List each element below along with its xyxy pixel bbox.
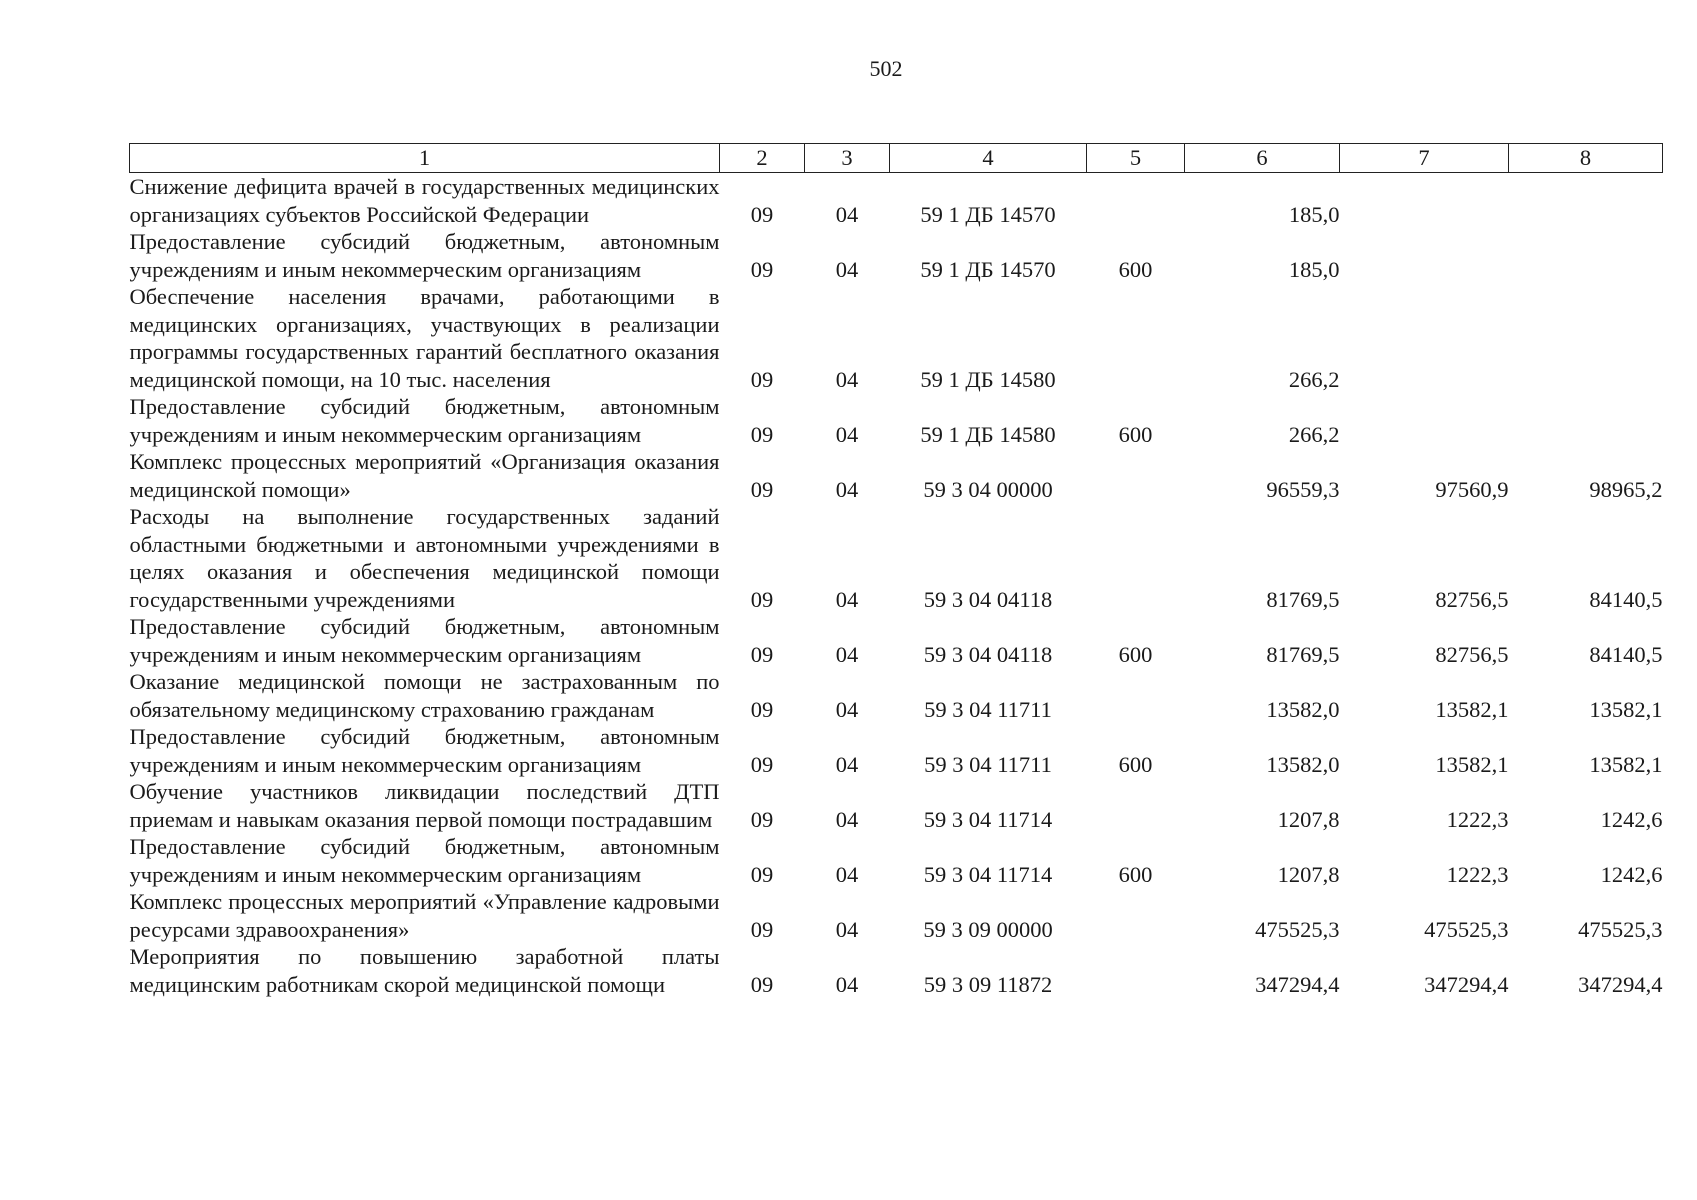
- cell-c6: 1207,8: [1277, 806, 1340, 832]
- table-row: [130, 943, 1663, 998]
- cell-c6: 1207,8: [1277, 861, 1340, 887]
- cell-c7: 475525,3: [1424, 916, 1509, 942]
- cell-c7: 13582,1: [1435, 751, 1509, 777]
- cell-c2: 09: [750, 641, 774, 667]
- row-description: Снижение дефицита врачей в государственных медицинских организациях субъектов Российской Федерации: [129, 174, 720, 227]
- cell-c2: 09: [750, 256, 774, 282]
- row-description: Мероприятия по повышению заработной платы медицинским работникам скорой медицинской помощи: [129, 944, 720, 997]
- table-row: [130, 503, 1663, 613]
- cell-c3: 04: [835, 861, 859, 887]
- cell-c4: 59 1 ДБ 14580: [920, 366, 1056, 392]
- cell-c3: 04: [835, 806, 859, 832]
- cell-c2: 09: [750, 806, 774, 832]
- cell-c6: 266,2: [1288, 366, 1340, 392]
- cell-c3: 04: [835, 696, 859, 722]
- cell-c2: 09: [750, 696, 774, 722]
- cell-c3: 04: [835, 421, 859, 447]
- cell-c2: 09: [750, 201, 774, 227]
- cell-c8: 13582,1: [1589, 696, 1663, 722]
- cell-c7: 1222,3: [1446, 861, 1509, 887]
- header-cell: 6: [1185, 144, 1340, 173]
- cell-c2: 09: [750, 421, 774, 447]
- header-cell: 7: [1340, 144, 1509, 173]
- cell-c2: 09: [750, 366, 774, 392]
- cell-c6: 185,0: [1288, 256, 1340, 282]
- cell-c5: 600: [1118, 641, 1153, 667]
- page-number: 502: [869, 56, 903, 81]
- table-row: [130, 283, 1663, 393]
- cell-c4: 59 1 ДБ 14570: [920, 256, 1056, 282]
- cell-c4: 59 1 ДБ 14580: [920, 421, 1056, 447]
- cell-c2: 09: [750, 971, 774, 997]
- cell-c7: [1340, 283, 1509, 393]
- row-description: Комплекс процессных мероприятий «Управление кадровыми ресурсами здравоохранения»: [129, 889, 720, 942]
- header-cell: 3: [805, 144, 890, 173]
- header-cell: 8: [1509, 144, 1663, 173]
- cell-c4: 59 3 09 00000: [923, 916, 1053, 942]
- cell-c3: 04: [835, 476, 859, 502]
- row-description: Комплекс процессных мероприятий «Организация оказания медицинской помощи»: [129, 449, 720, 502]
- cell-c5: 600: [1118, 861, 1153, 887]
- header-cell: 4: [890, 144, 1087, 173]
- cell-c8: 1242,6: [1600, 806, 1663, 832]
- table-row: [130, 228, 1663, 283]
- cell-c7: 82756,5: [1435, 586, 1509, 612]
- table-row: [130, 778, 1663, 833]
- row-description: Обеспечение населения врачами, работающими в медицинских организациях, участвующих в реализации программы государственных гарантий бесплатного оказания медицинской помощи, на 10 тыс. населения: [129, 284, 720, 392]
- row-description: Обучение участников ликвидации последствий ДТП приемам и навыкам оказания первой помощи пострадавшим: [129, 779, 720, 832]
- cell-c2: 09: [750, 586, 774, 612]
- cell-c8: 1242,6: [1600, 861, 1663, 887]
- cell-c8: 475525,3: [1578, 916, 1663, 942]
- cell-c5: [1087, 668, 1185, 723]
- cell-c7: [1340, 393, 1509, 448]
- cell-c8: [1509, 173, 1663, 229]
- cell-c4: 59 3 04 11714: [923, 861, 1053, 887]
- cell-c4: 59 3 04 00000: [923, 476, 1053, 502]
- cell-c5: [1087, 943, 1185, 998]
- cell-c5: 600: [1118, 421, 1153, 447]
- row-description: Предоставление субсидий бюджетным, автономным учреждениям и иным некоммерческим организациям: [129, 614, 720, 667]
- cell-c6: 13582,0: [1266, 696, 1340, 722]
- cell-c2: 09: [750, 861, 774, 887]
- cell-c3: 04: [835, 366, 859, 392]
- cell-c4: 59 3 04 11711: [924, 751, 1052, 777]
- header-cell: 1: [130, 144, 720, 173]
- cell-c4: 59 3 04 04118: [923, 586, 1053, 612]
- cell-c3: 04: [835, 201, 859, 227]
- budget-table: [129, 143, 1663, 998]
- row-description: Предоставление субсидий бюджетным, автономным учреждениям и иным некоммерческим организациям: [129, 394, 720, 447]
- cell-c3: 04: [835, 256, 859, 282]
- table-row: [130, 393, 1663, 448]
- cell-c7: [1340, 173, 1509, 229]
- table-row: [130, 888, 1663, 943]
- cell-c3: 04: [835, 586, 859, 612]
- cell-c2: 09: [750, 476, 774, 502]
- cell-c8: 347294,4: [1578, 971, 1663, 997]
- cell-c6: 81769,5: [1266, 586, 1340, 612]
- cell-c7: [1340, 228, 1509, 283]
- table-row: [130, 723, 1663, 778]
- cell-c5: [1087, 448, 1185, 503]
- cell-c6: 185,0: [1288, 201, 1340, 227]
- header-row: [130, 144, 1663, 173]
- row-description: Предоставление субсидий бюджетным, автономным учреждениям и иным некоммерческим организациям: [129, 229, 720, 282]
- cell-c2: 09: [750, 916, 774, 942]
- cell-c3: 04: [835, 971, 859, 997]
- cell-c8: 98965,2: [1589, 476, 1663, 502]
- row-description: Расходы на выполнение государственных заданий областными бюджетными и автономными учреждениями в целях оказания и обеспечения медицинской помощи государственными учреждениями: [129, 504, 720, 612]
- table-row: [130, 668, 1663, 723]
- cell-c7: 1222,3: [1446, 806, 1509, 832]
- cell-c4: 59 3 04 04118: [923, 641, 1053, 667]
- cell-c4: 59 3 09 11872: [923, 971, 1053, 997]
- cell-c5: [1087, 283, 1185, 393]
- cell-c7: 82756,5: [1435, 641, 1509, 667]
- cell-c4: 59 3 04 11714: [923, 806, 1053, 832]
- cell-c6: 96559,3: [1266, 476, 1340, 502]
- table-row: [130, 833, 1663, 888]
- cell-c5: 600: [1118, 256, 1153, 282]
- row-description: Предоставление субсидий бюджетным, автономным учреждениям и иным некоммерческим организациям: [129, 724, 720, 777]
- cell-c5: [1087, 503, 1185, 613]
- cell-c3: 04: [835, 751, 859, 777]
- cell-c5: 600: [1118, 751, 1153, 777]
- cell-c3: 04: [835, 916, 859, 942]
- cell-c8: 84140,5: [1589, 641, 1663, 667]
- cell-c8: [1509, 228, 1663, 283]
- cell-c4: 59 3 04 11711: [924, 696, 1052, 722]
- row-description: Предоставление субсидий бюджетным, автономным учреждениям и иным некоммерческим организациям: [129, 834, 720, 887]
- cell-c5: [1087, 778, 1185, 833]
- cell-c8: 84140,5: [1589, 586, 1663, 612]
- row-description: Оказание медицинской помощи не застрахованным по обязательному медицинскому страхованию гражданам: [129, 669, 720, 722]
- header-cell: 5: [1087, 144, 1185, 173]
- table-row: [130, 173, 1663, 229]
- cell-c8: [1509, 393, 1663, 448]
- cell-c4: 59 1 ДБ 14570: [920, 201, 1056, 227]
- cell-c3: 04: [835, 641, 859, 667]
- cell-c6: 81769,5: [1266, 641, 1340, 667]
- table-row: [130, 448, 1663, 503]
- cell-c7: 347294,4: [1424, 971, 1509, 997]
- cell-c8: 13582,1: [1589, 751, 1663, 777]
- cell-c6: 266,2: [1288, 421, 1340, 447]
- cell-c6: 347294,4: [1255, 971, 1340, 997]
- cell-c7: 97560,9: [1435, 476, 1509, 502]
- cell-c6: 475525,3: [1255, 916, 1340, 942]
- cell-c7: 13582,1: [1435, 696, 1509, 722]
- cell-c5: [1087, 173, 1185, 229]
- cell-c6: 13582,0: [1266, 751, 1340, 777]
- header-cell: 2: [720, 144, 805, 173]
- table-row: [130, 613, 1663, 668]
- cell-c5: [1087, 888, 1185, 943]
- cell-c2: 09: [750, 751, 774, 777]
- cell-c8: [1509, 283, 1663, 393]
